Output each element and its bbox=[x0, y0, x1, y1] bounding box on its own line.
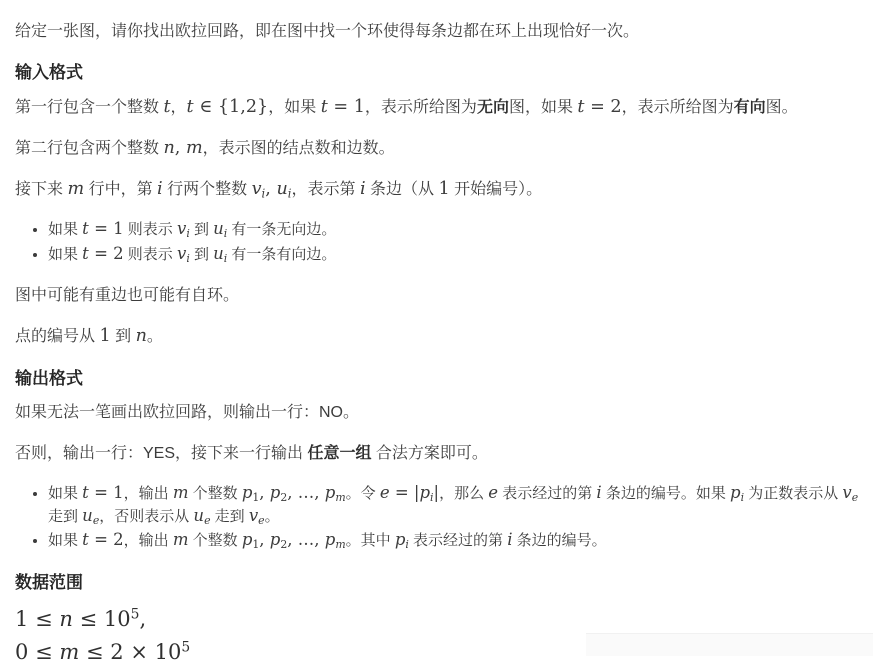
output-scheme-list bbox=[15, 483, 859, 553]
input-edge-type-list bbox=[15, 219, 859, 266]
input-paragraph-multi-edges: 图中可能有重边也可能有自环。 bbox=[15, 287, 240, 305]
data-range-heading: 数据范围 bbox=[15, 572, 83, 592]
input-paragraph-edges: 接下来 m 行中，第 i 行两个整数 vi, ui，表示第 i 条边（从 1 开始编号）。 bbox=[15, 178, 543, 201]
input-paragraph-t: 第一行包含一个整数 t，t ∈ {1,2}，如果 t = 1，表示所给图为无向图，如果 t = 2，表示所给图为有向图。 bbox=[15, 96, 798, 117]
intro-paragraph: 给定一张图，请你找出欧拉回路，即在图中找一个环使得每条边都在环上出现恰好一次。 bbox=[15, 23, 640, 40]
constraint-m-range: $0 \le m \le 2 \times 10^5$ bbox=[15, 638, 191, 664]
output-paragraph-no: 如果无法一笔画出欧拉回路，则输出一行：NO。 bbox=[15, 403, 360, 421]
next-section-edge bbox=[586, 633, 873, 656]
output-paragraph-yes: 否则，输出一行：YES，接下来一行输出 任意一组 合法方案即可。 bbox=[15, 445, 488, 463]
input-paragraph-nm: 第二行包含两个整数 n, m，表示图的结点数和边数。 bbox=[15, 137, 395, 158]
input-format-heading: 输入格式 bbox=[15, 63, 83, 83]
list-item-output-undirected: • 如果 t = 1，输出 m 个整数 p1, p2, …, pm。令 e = |pi|，那么 e 表示经过的第 i 条边的编号。如果 pi 为正数表示从 ve 走到 ue，否则表示从 ue 走到 ve。 bbox=[48, 483, 859, 528]
output-format-heading: 输出格式 bbox=[15, 368, 83, 388]
list-item-directed-edge: • 如果 t = 2 则表示 vi 到 ui 有一条有向边。 bbox=[48, 244, 859, 267]
list-item-undirected-edge: • 如果 t = 1 则表示 vi 到 ui 有一条无向边。 bbox=[48, 219, 859, 242]
input-paragraph-node-numbering: 点的编号从 1 到 n。 bbox=[15, 326, 163, 347]
list-item-output-directed: • 如果 t = 2，输出 m 个整数 p1, p2, …, pm。其中 pi 表示经过的第 i 条边的编号。 bbox=[48, 530, 859, 553]
constraint-n-range: $1 \le n \le 10^5$, bbox=[15, 606, 147, 632]
